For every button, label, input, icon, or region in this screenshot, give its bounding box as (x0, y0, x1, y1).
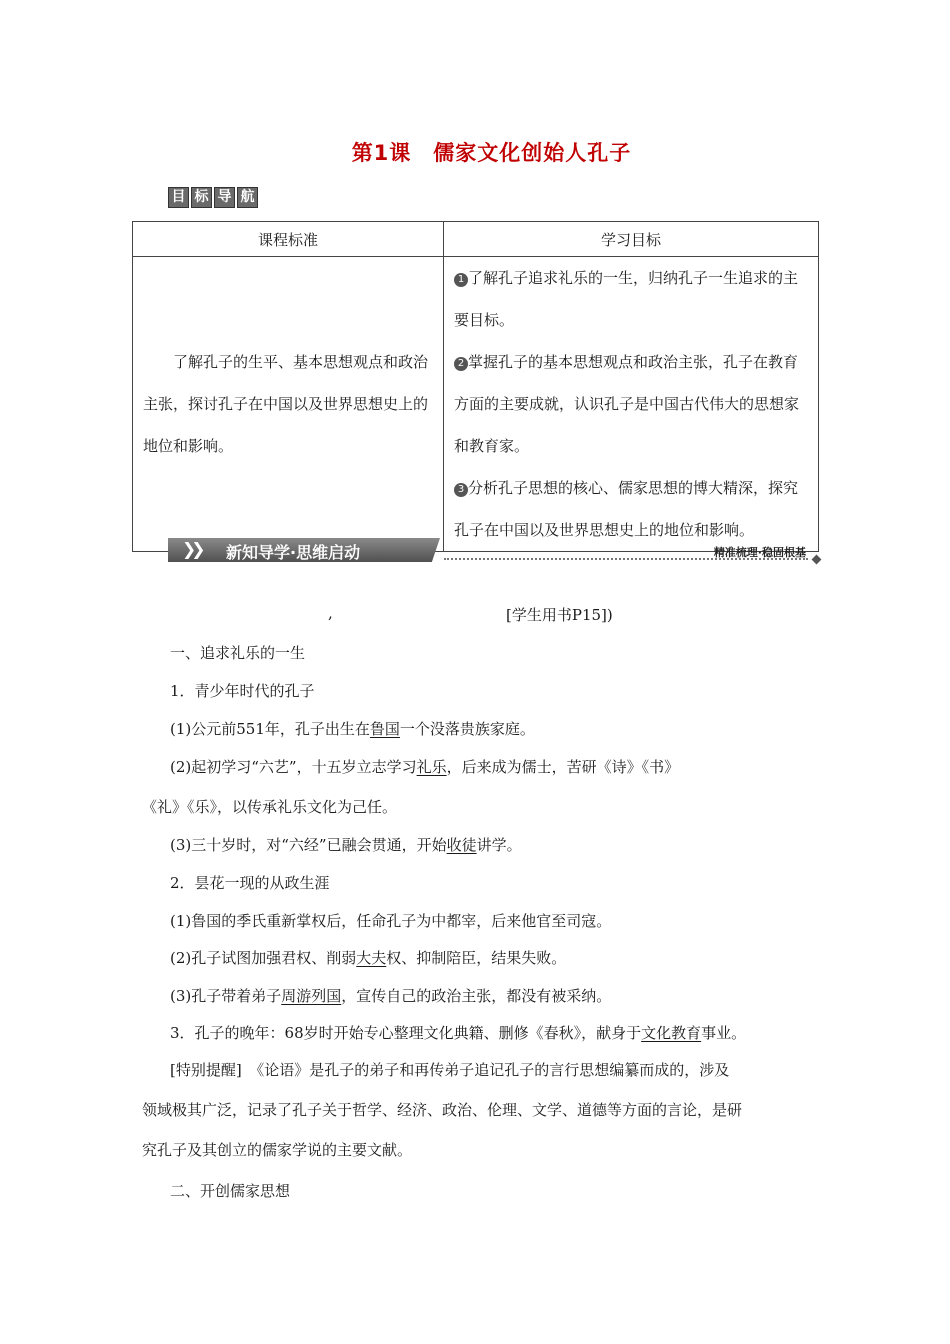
special-note: 领域极其广泛，记录了孔子关于哲学、经济、政治、伦理、文学、道德等方面的言论，是研 (142, 1101, 743, 1119)
standard-cell (133, 257, 444, 552)
tag-char: 航 (237, 187, 258, 208)
fill-answer: 鲁国 (369, 720, 400, 738)
standard-text: 了解孔子的生平、基本思想观点和政治主张，探讨孔子在中国以及世界思想史上的地位和影响。 (143, 353, 429, 455)
fill-answer: 周游列国 (281, 987, 342, 1005)
special-note: 究孔子及其创立的儒家学说的主要文献。 (142, 1141, 413, 1159)
objective-text: 了解孔子追求礼乐的一生，归纳孔子一生追求的主要目标。 (454, 269, 799, 329)
double-chevron-icon: ❯❯ (182, 540, 201, 560)
page-title: 第1课 儒家文化创始人孔子 (351, 141, 632, 165)
fill-answer: 文化教育 (641, 1024, 702, 1042)
paragraph: (3)三十岁时，对“六经”已融会贯通，开始收徒讲学。 (170, 836, 522, 854)
subsection-heading: 1．青少年时代的孔子 (170, 682, 315, 700)
paragraph: (1)鲁国的季氏重新掌权后，任命孔子为中都宰，后来他官至司寇。 (170, 912, 612, 930)
tag-char: 导 (214, 187, 235, 208)
diamond-icon (812, 555, 822, 565)
objective-item (454, 341, 806, 467)
section-tag (168, 187, 258, 207)
textbook-reference: [学生用书P15]) (506, 606, 613, 624)
section-banner (168, 538, 820, 562)
section-heading: 二、开创儒家思想 (170, 1182, 291, 1200)
paragraph: (2)起初学习“六艺”，十五岁立志学习礼乐，后来成为儒士，苦研《诗》《书》 (170, 758, 680, 776)
banner-title: 新知导学·思维启动 (226, 543, 361, 562)
objective-text: 分析孔子思想的核心、儒家思想的博大精深，探究孔子在中国以及世界思想史上的地位和影响。 (454, 479, 799, 539)
paragraph: (1)公元前551年，孔子出生在鲁国一个没落贵族家庭。 (170, 720, 535, 738)
fill-answer: 收徒 (446, 836, 477, 854)
number-badge-icon: 3 (454, 483, 468, 497)
paragraph: 3．孔子的晚年：68岁时开始专心整理文化典籍、删修《春秋》，献身于文化教育事业。 (170, 1024, 747, 1042)
paragraph-continued: 《礼》《乐》，以传承礼乐文化为己任。 (142, 798, 398, 816)
table-header-objectives: 学习目标 (444, 222, 819, 257)
tag-char: 目 (168, 187, 189, 208)
subsection-heading: 2．昙花一现的从政生涯 (170, 874, 330, 892)
objectives-cell (444, 257, 819, 552)
objective-text: 掌握孔子的基本思想观点和政治主张，孔子在教育方面的主要成就，认识孔子是中国古代伟大的思想家和教育家。 (454, 353, 800, 455)
paragraph: (3)孔子带着弟子周游列国，宣传自己的政治主张，都没有被采纳。 (170, 987, 612, 1005)
tag-char: 标 (191, 187, 212, 208)
objectives-table (132, 221, 819, 552)
banner-subtitle: 精准梳理·稳固根基 (713, 546, 806, 559)
ref-comma: , (328, 604, 333, 622)
fill-answer: 大夫 (356, 949, 387, 967)
number-badge-icon: 2 (454, 357, 468, 371)
table-header-standard: 课程标准 (133, 222, 444, 257)
objective-item (454, 257, 806, 341)
fill-answer: 礼乐 (416, 758, 447, 776)
number-badge-icon: 1 (454, 273, 468, 287)
paragraph: (2)孔子试图加强君权、削弱大夫权、抑制陪臣，结果失败。 (170, 949, 567, 967)
special-note: [特别提醒] 《论语》是孔子的弟子和再传弟子追记孔子的言行思想编纂而成的，涉及 (170, 1061, 730, 1079)
section-heading: 一、追求礼乐的一生 (170, 644, 306, 662)
